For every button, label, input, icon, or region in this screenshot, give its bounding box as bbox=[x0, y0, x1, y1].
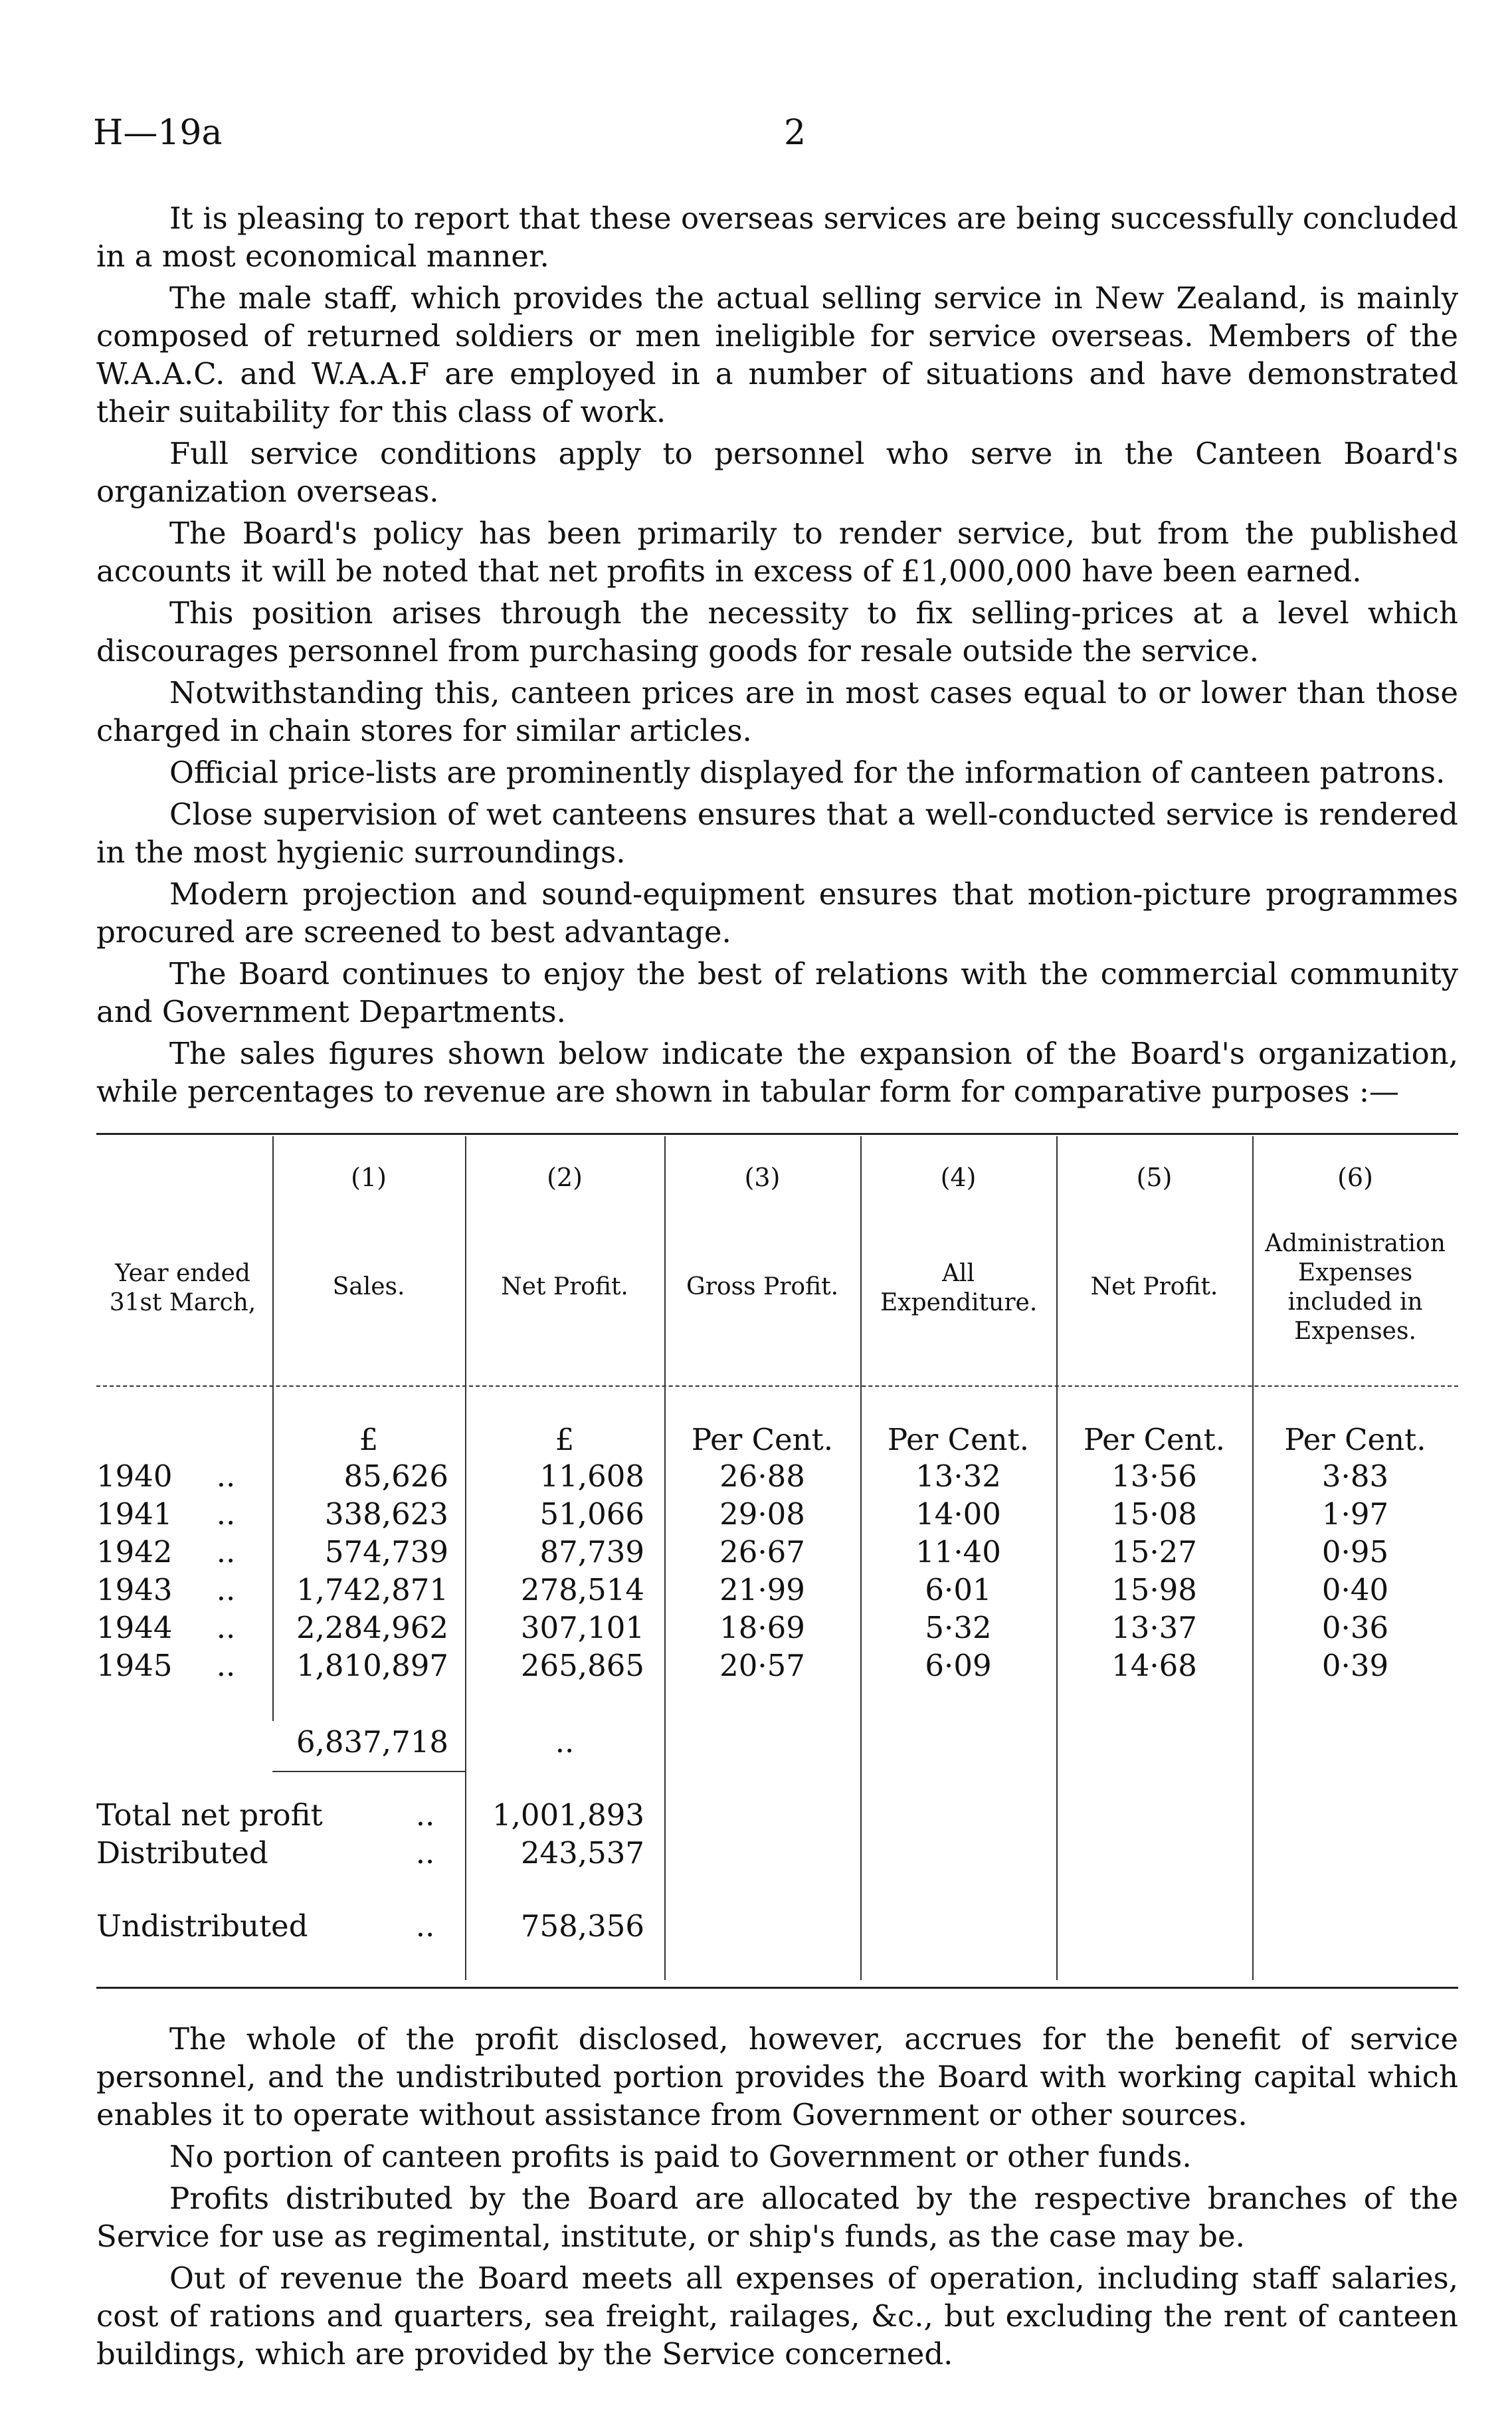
cell-admin-pct: 3·83 bbox=[1321, 1459, 1389, 1494]
table-bottom-rule bbox=[96, 1987, 1458, 1989]
cell-sales: 338,623 bbox=[324, 1496, 448, 1532]
summary-label: Undistributed bbox=[96, 1908, 308, 1944]
column-number: (5) bbox=[1136, 1163, 1173, 1192]
cell-sales: 85,626 bbox=[343, 1459, 448, 1494]
cell-sales: 574,739 bbox=[324, 1534, 448, 1569]
cell-year: 1940 bbox=[96, 1459, 173, 1494]
paragraph: No portion of canteen profits is paid to Government or other funds. bbox=[169, 2139, 1192, 2174]
cell-gross-pct: 26·67 bbox=[719, 1534, 805, 1569]
table-header-rule bbox=[96, 1385, 1458, 1387]
leader-dots: .. bbox=[555, 1724, 575, 1760]
cell-admin-pct: 0·36 bbox=[1321, 1610, 1389, 1645]
page-header bbox=[93, 113, 1422, 166]
paragraph: Modern projection and sound-equipment ensures that motion-picture programmes procured are screened to best advantage. bbox=[96, 876, 1458, 950]
summary-label: Total net profit bbox=[96, 1797, 323, 1833]
table-top-rule bbox=[96, 1133, 1458, 1135]
paragraph: Notwithstanding this, canteen prices are in most cases equal to or lower than those charged in chain stores for similar articles. bbox=[96, 675, 1458, 748]
paragraph: The whole of the profit disclosed, however, accrues for the benefit of service personnel, and the undistributed portion provides the Board with working capital which enables it to operate without assistance from Government or other sources. bbox=[96, 2021, 1458, 2132]
unit-label: Per Cent. bbox=[887, 1422, 1030, 1457]
cell-expenditure-pct: 13·32 bbox=[915, 1459, 1001, 1494]
summary-value: 243,537 bbox=[520, 1835, 644, 1870]
cell-year: 1944 bbox=[96, 1610, 173, 1645]
paragraph: This position arises through the necessity to fix selling-prices at a level which discourages personnel from purchasing goods for resale outside the service. bbox=[96, 595, 1458, 668]
summary-value: 758,356 bbox=[520, 1908, 644, 1944]
paragraph: Official price-lists are prominently displayed for the information of canteen patrons. bbox=[169, 755, 1446, 790]
cell-year: 1945 bbox=[96, 1648, 173, 1683]
cell-gross-pct: 20·57 bbox=[719, 1648, 805, 1683]
column-header: Administration Expenses included in Expenses. bbox=[1265, 1230, 1446, 1345]
summary-value: 1,001,893 bbox=[492, 1797, 644, 1833]
leader-dots: .. bbox=[216, 1496, 236, 1532]
cell-expenditure-pct: 5·32 bbox=[925, 1610, 992, 1645]
cell-gross-pct: 18·69 bbox=[719, 1610, 805, 1645]
cell-expenditure-pct: 14·00 bbox=[915, 1496, 1001, 1532]
column-header: Net Profit. bbox=[501, 1273, 628, 1300]
column-number: (2) bbox=[547, 1163, 583, 1192]
unit-label: Per Cent. bbox=[1083, 1422, 1226, 1457]
paragraph: The Board's policy has been primarily to render service, but from the published accounts it will be noted that net profits in excess of £1,000,000 have been earned. bbox=[96, 516, 1458, 589]
cell-net-profit: 278,514 bbox=[520, 1572, 644, 1607]
cell-expenditure-pct: 11·40 bbox=[915, 1534, 1001, 1569]
unit-label: £ bbox=[359, 1422, 379, 1457]
cell-sales: 1,742,871 bbox=[296, 1572, 448, 1607]
leader-dots: .. bbox=[216, 1459, 236, 1494]
leader-dots: .. bbox=[216, 1610, 236, 1645]
cell-admin-pct: 0·40 bbox=[1321, 1572, 1389, 1607]
paragraph: The Board continues to enjoy the best of relations with the commercial community and Government Departments. bbox=[96, 956, 1458, 1029]
summary-label: Distributed bbox=[96, 1835, 268, 1870]
column-number: (4) bbox=[940, 1163, 977, 1192]
cell-expenditure-pct: 6·01 bbox=[925, 1572, 992, 1607]
leader-dots: .. bbox=[415, 1797, 435, 1833]
column-header: Net Profit. bbox=[1090, 1273, 1218, 1300]
cell-net-profit: 51,066 bbox=[539, 1496, 644, 1532]
sales-total: 6,837,718 bbox=[296, 1724, 448, 1760]
column-number: (3) bbox=[744, 1163, 781, 1192]
cell-net-profit: 87,739 bbox=[539, 1534, 644, 1569]
cell-gross-pct: 26·88 bbox=[719, 1459, 805, 1494]
leader-dots: .. bbox=[415, 1835, 435, 1870]
column-number: (6) bbox=[1337, 1163, 1373, 1192]
column-header: Gross Profit. bbox=[686, 1273, 839, 1300]
cell-sales: 2,284,962 bbox=[296, 1610, 448, 1645]
cell-net-profit: 265,865 bbox=[520, 1648, 644, 1683]
cell-admin-pct: 0·95 bbox=[1321, 1534, 1389, 1569]
leader-dots: .. bbox=[216, 1648, 236, 1683]
cell-net-pct: 15·98 bbox=[1111, 1572, 1197, 1607]
intro-text bbox=[96, 199, 1458, 1114]
paragraph: Full service conditions apply to personnel who serve in the Canteen Board's organization overseas. bbox=[96, 436, 1458, 509]
cell-net-pct: 15·27 bbox=[1111, 1534, 1197, 1569]
unit-label: Per Cent. bbox=[691, 1422, 834, 1457]
column-number: (1) bbox=[351, 1163, 387, 1192]
cell-gross-pct: 21·99 bbox=[719, 1572, 805, 1607]
cell-sales: 1,810,897 bbox=[296, 1648, 448, 1683]
cell-year: 1943 bbox=[96, 1572, 173, 1607]
paragraph: The sales figures shown below indicate the expansion of the Board's organization, while percentages to revenue are shown in tabular form for comparative purposes :— bbox=[96, 1036, 1458, 1109]
column-header: All Expenditure. bbox=[880, 1260, 1038, 1316]
unit-label: Per Cent. bbox=[1284, 1422, 1426, 1457]
page-number: 2 bbox=[784, 113, 806, 153]
paragraph: The male staff, which provides the actual selling service in New Zealand, is mainly composed of returned soldiers or men ineligible for service overseas. Members of the W.A.A.C. and W.A.A.F are employed in a number of situations and have demonstrated their suitability for this class of work. bbox=[96, 280, 1458, 429]
closing-text bbox=[96, 2020, 1458, 2377]
document-reference: H—19a bbox=[93, 113, 223, 153]
unit-label: £ bbox=[555, 1422, 575, 1457]
leader-dots: .. bbox=[216, 1572, 236, 1607]
leader-dots: .. bbox=[415, 1908, 435, 1944]
cell-year: 1942 bbox=[96, 1534, 173, 1569]
cell-admin-pct: 0·39 bbox=[1321, 1648, 1389, 1683]
cell-net-pct: 13·56 bbox=[1111, 1459, 1197, 1494]
paragraph: Profits distributed by the Board are allocated by the respective branches of the Service for use as regimental, institute, or ship's funds, as the case may be. bbox=[96, 2181, 1458, 2254]
cell-net-profit: 307,101 bbox=[520, 1610, 644, 1645]
cell-net-profit: 11,608 bbox=[539, 1459, 644, 1494]
cell-net-pct: 13·37 bbox=[1111, 1610, 1197, 1645]
cell-expenditure-pct: 6·09 bbox=[925, 1648, 992, 1683]
cell-gross-pct: 29·08 bbox=[719, 1496, 805, 1532]
cell-admin-pct: 1·97 bbox=[1321, 1496, 1389, 1532]
leader-dots: .. bbox=[216, 1534, 236, 1569]
paragraph: It is pleasing to report that these overseas services are being successfully concluded in a most economical manner. bbox=[96, 201, 1458, 274]
paragraph: Close supervision of wet canteens ensures that a well-conducted service is rendered in the most hygienic surroundings. bbox=[96, 797, 1458, 870]
cell-year: 1941 bbox=[96, 1496, 173, 1532]
column-header: Sales. bbox=[332, 1273, 405, 1300]
paragraph: Out of revenue the Board meets all expenses of operation, including staff salaries, cost of rations and quarters, sea freight, railages, &c., but excluding the rent of canteen buildings, which are provided by the Service concerned. bbox=[96, 2261, 1458, 2372]
total-rule bbox=[272, 1771, 465, 1772]
cell-net-pct: 14·68 bbox=[1111, 1648, 1197, 1683]
year-column-header: Year ended 31st March, bbox=[109, 1260, 256, 1316]
cell-net-pct: 15·08 bbox=[1111, 1496, 1197, 1532]
